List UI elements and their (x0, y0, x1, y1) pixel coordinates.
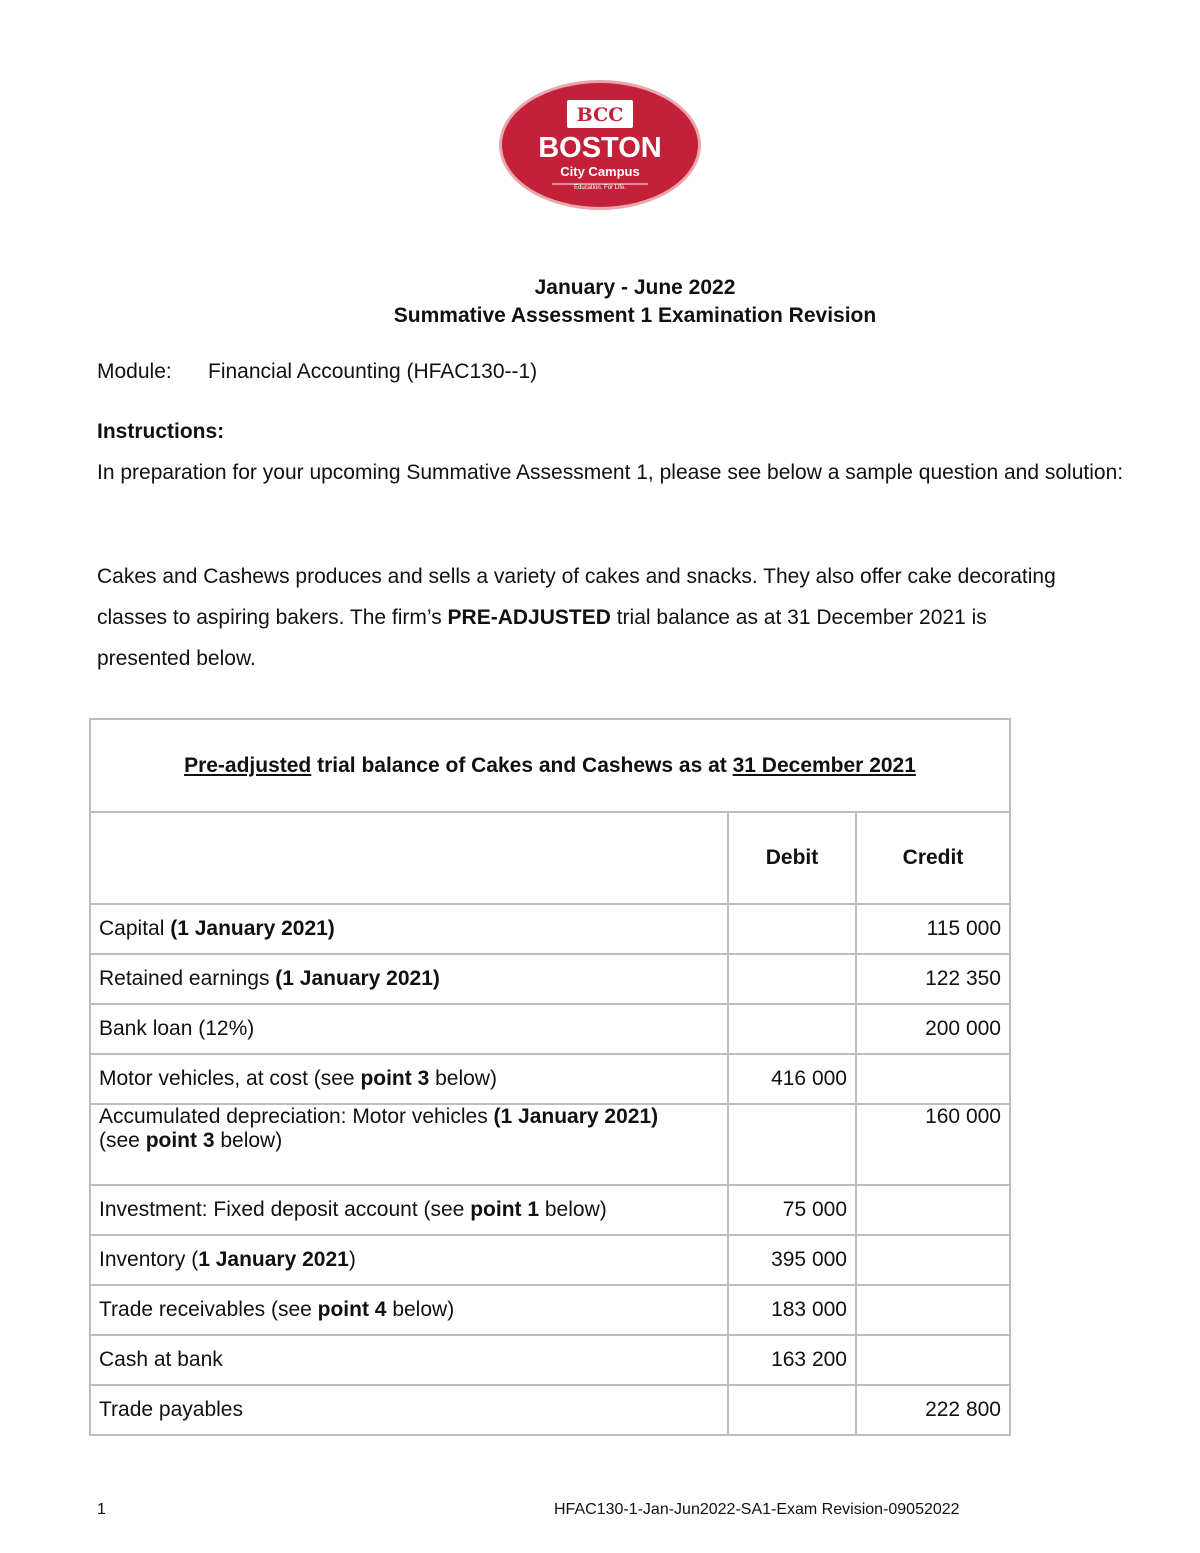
logo-campus: City Campus (560, 164, 640, 179)
logo-name: BOSTON (538, 132, 662, 164)
table-row: Retained earnings (1 January 2021) 122 350 (90, 954, 1010, 1004)
table-row: Investment: Fixed deposit account (see point 1 below) 75 000 (90, 1185, 1010, 1235)
header-credit: Credit (856, 812, 1010, 904)
instructions-heading: Instructions: (97, 420, 225, 443)
boston-city-campus-logo (497, 78, 703, 212)
page-number: 1 (97, 1501, 106, 1518)
period-heading: January - June 2022 (534, 276, 736, 299)
table-row: Accumulated depreciation: Motor vehicles (1 January 2021) (see point 3 below) 160 000 (90, 1104, 1010, 1185)
table-row: Trade payables 222 800 (90, 1385, 1010, 1435)
instructions-text: In preparation for your upcoming Summative Assessment 1, please see below a sample question and solution: (97, 461, 1124, 484)
module-line (97, 358, 537, 385)
table-row: Cash at bank 163 200 (90, 1335, 1010, 1385)
intro-bold: PRE-ADJUSTED (447, 606, 611, 629)
table-row: Motor vehicles, at cost (see point 3 below) 416 000 (90, 1054, 1010, 1104)
trial-balance-table (89, 718, 1011, 1436)
intro-text-2: trial balance as at 31 December 2021 is presented below. (97, 606, 987, 670)
logo-letters: BCC (576, 104, 624, 126)
table-row: Trade receivables (see point 4 below) 183 000 (90, 1285, 1010, 1335)
header-debit: Debit (728, 812, 856, 904)
document-code: HFAC130-1-Jan-Jun2022-SA1-Exam Revision-09052022 (554, 1501, 960, 1518)
logo-tagline: Education. For Life. (573, 185, 627, 191)
module-value: Financial Accounting (HFAC130--1) (208, 360, 538, 383)
header-blank (90, 812, 728, 904)
table-row: Inventory (1 January 2021) 395 000 (90, 1235, 1010, 1285)
document-title: Summative Assessment 1 Examination Revision (393, 304, 877, 327)
table-row: Capital (1 January 2021) 115 000 (90, 904, 1010, 954)
intro-text-1: Cakes and Cashews produces and sells a variety of cakes and snacks. They also offer cake decorating classes to aspiring bakers. The firm’s (97, 565, 1056, 629)
table-title: Pre-adjusted trial balance of Cakes and Cashews as at 31 December 2021 (90, 719, 1010, 812)
table-row: Bank loan (12%) 200 000 (90, 1004, 1010, 1054)
intro-paragraph (97, 556, 1077, 679)
module-label: Module: (97, 360, 172, 383)
